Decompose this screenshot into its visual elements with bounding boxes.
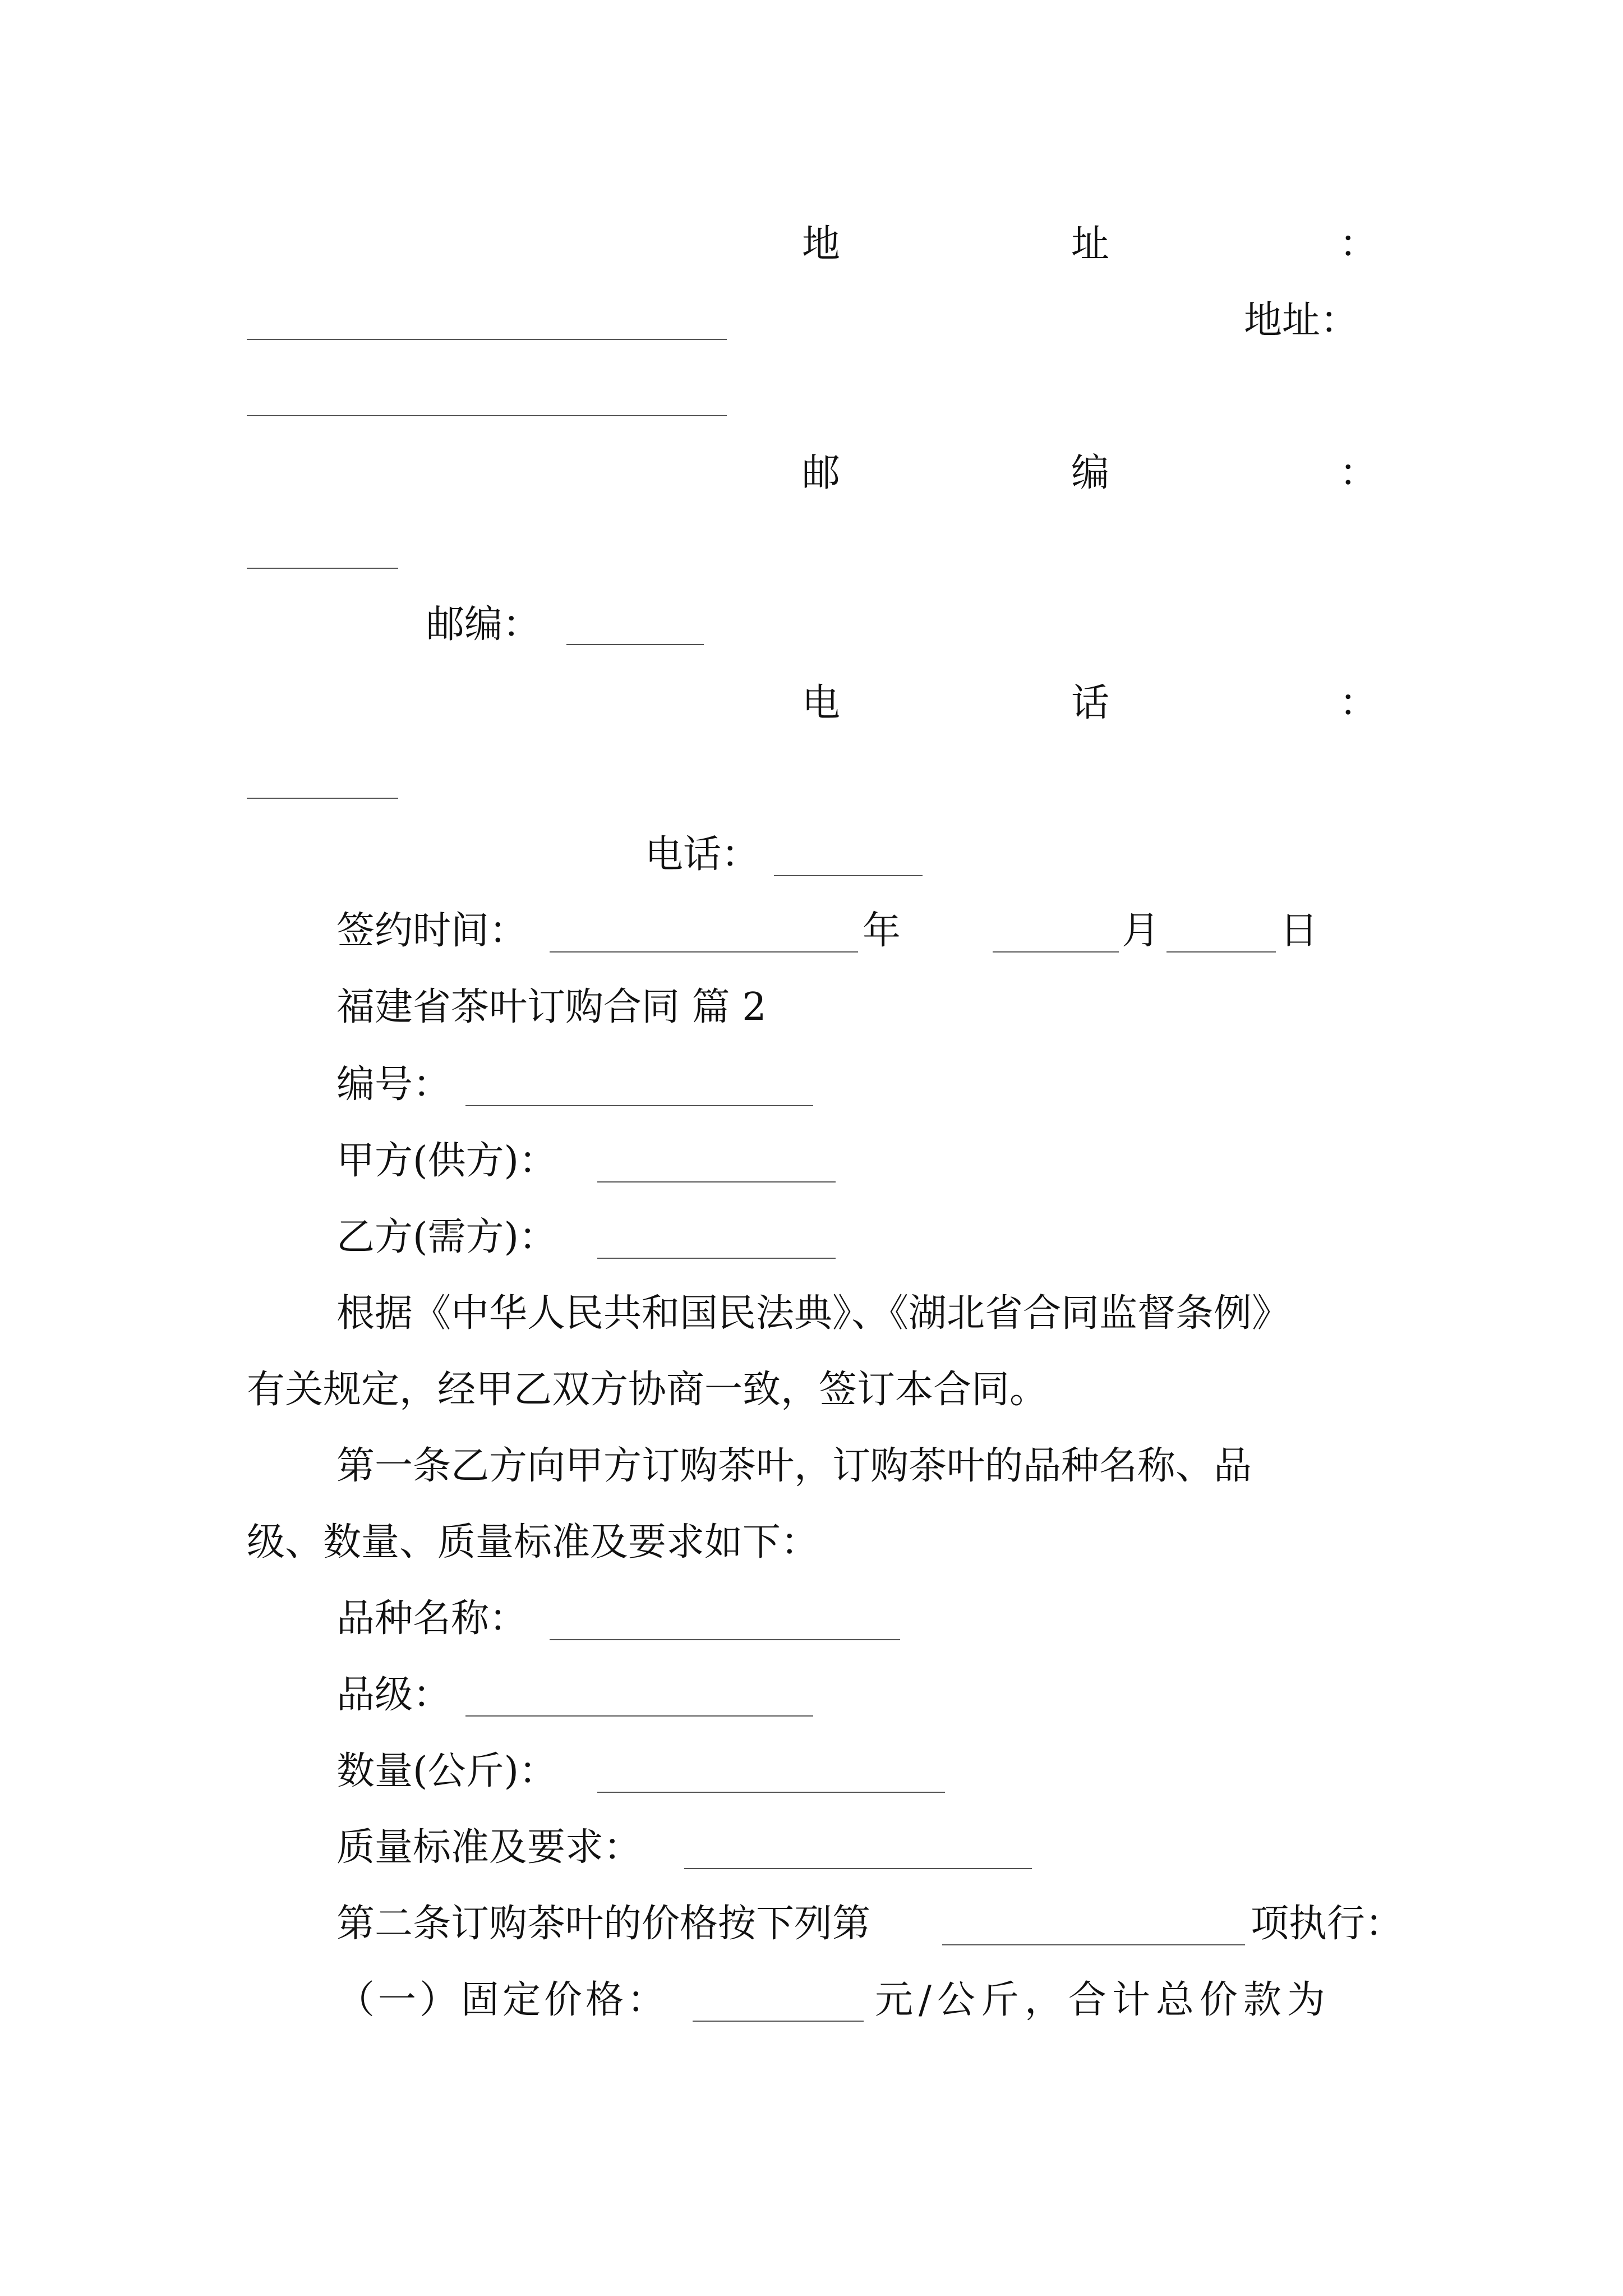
address-label-char2: 址 — [1071, 222, 1110, 266]
quantity-blank — [597, 1792, 945, 1793]
address-label-colon: ： — [1339, 222, 1378, 266]
article-2-blank — [942, 1944, 1245, 1945]
phone-blank-b — [774, 875, 923, 876]
sign-time-label: 签约时间： — [336, 909, 528, 953]
phone-label-char1: 电 — [802, 681, 841, 725]
postcode-label-char2: 编 — [1071, 451, 1110, 495]
sign-year-label: 年 — [863, 909, 901, 953]
fixed-price-prefix: （一）固定价格： — [336, 1978, 669, 2022]
phone-label-char2: 话 — [1071, 681, 1110, 725]
article-2-prefix: 第二条订购茶叶的价格按下列第 — [336, 1902, 871, 1946]
address-label-b: 地址： — [1244, 298, 1359, 343]
article-1-line-1: 第一条乙方向甲方订购茶叶，订购茶叶的品种名称、品 — [336, 1444, 1252, 1488]
party-a-label: 甲方(供方)： — [336, 1139, 557, 1183]
sign-year-blank — [550, 951, 858, 953]
section-title: 福建省茶叶订购合同 篇 2 — [336, 985, 767, 1029]
variety-blank — [550, 1639, 900, 1640]
sign-month-blank — [993, 951, 1119, 953]
phone-blank-a — [247, 798, 398, 799]
variety-label: 品种名称： — [336, 1596, 528, 1641]
phone-label-b: 电话： — [645, 832, 760, 877]
article-2-suffix: 项执行： — [1251, 1902, 1404, 1946]
postcode-blank-b — [566, 644, 704, 645]
party-b-label: 乙方(需方)： — [336, 1215, 557, 1259]
address-label-char1: 地 — [802, 222, 841, 266]
fixed-price-blank — [693, 2021, 864, 2022]
postcode-label-colon: ： — [1339, 451, 1378, 495]
grade-label: 品级： — [336, 1673, 451, 1717]
number-label: 编号： — [336, 1062, 451, 1107]
postcode-label-char1: 邮 — [802, 451, 841, 495]
fixed-price-unit: 元/公斤，合计总价款为 — [875, 1978, 1331, 2022]
article-1-line-2: 级、数量、质量标准及要求如下： — [247, 1520, 819, 1565]
quality-label: 质量标准及要求： — [336, 1825, 642, 1870]
number-blank — [465, 1105, 813, 1106]
preamble-line-1: 根据《中华人民共和国民法典》、《湖北省合同监督条例》 — [336, 1291, 1290, 1336]
party-b-blank — [597, 1258, 836, 1259]
party-a-blank — [597, 1181, 836, 1182]
quantity-label: 数量(公斤)： — [336, 1749, 557, 1793]
sign-month-label: 月 — [1122, 909, 1160, 953]
quality-blank — [684, 1868, 1032, 1869]
postcode-blank-a — [247, 568, 398, 569]
sign-day-blank — [1166, 951, 1276, 953]
address-blank-a — [247, 339, 727, 340]
phone-label-colon: ： — [1339, 681, 1378, 725]
sign-day-label: 日 — [1280, 909, 1318, 953]
address-blank-b — [247, 415, 727, 416]
preamble-line-2: 有关规定，经甲乙双方协商一致，签订本合同。 — [247, 1368, 1048, 1412]
postcode-label-b: 邮编： — [426, 602, 541, 647]
grade-blank — [465, 1715, 813, 1717]
